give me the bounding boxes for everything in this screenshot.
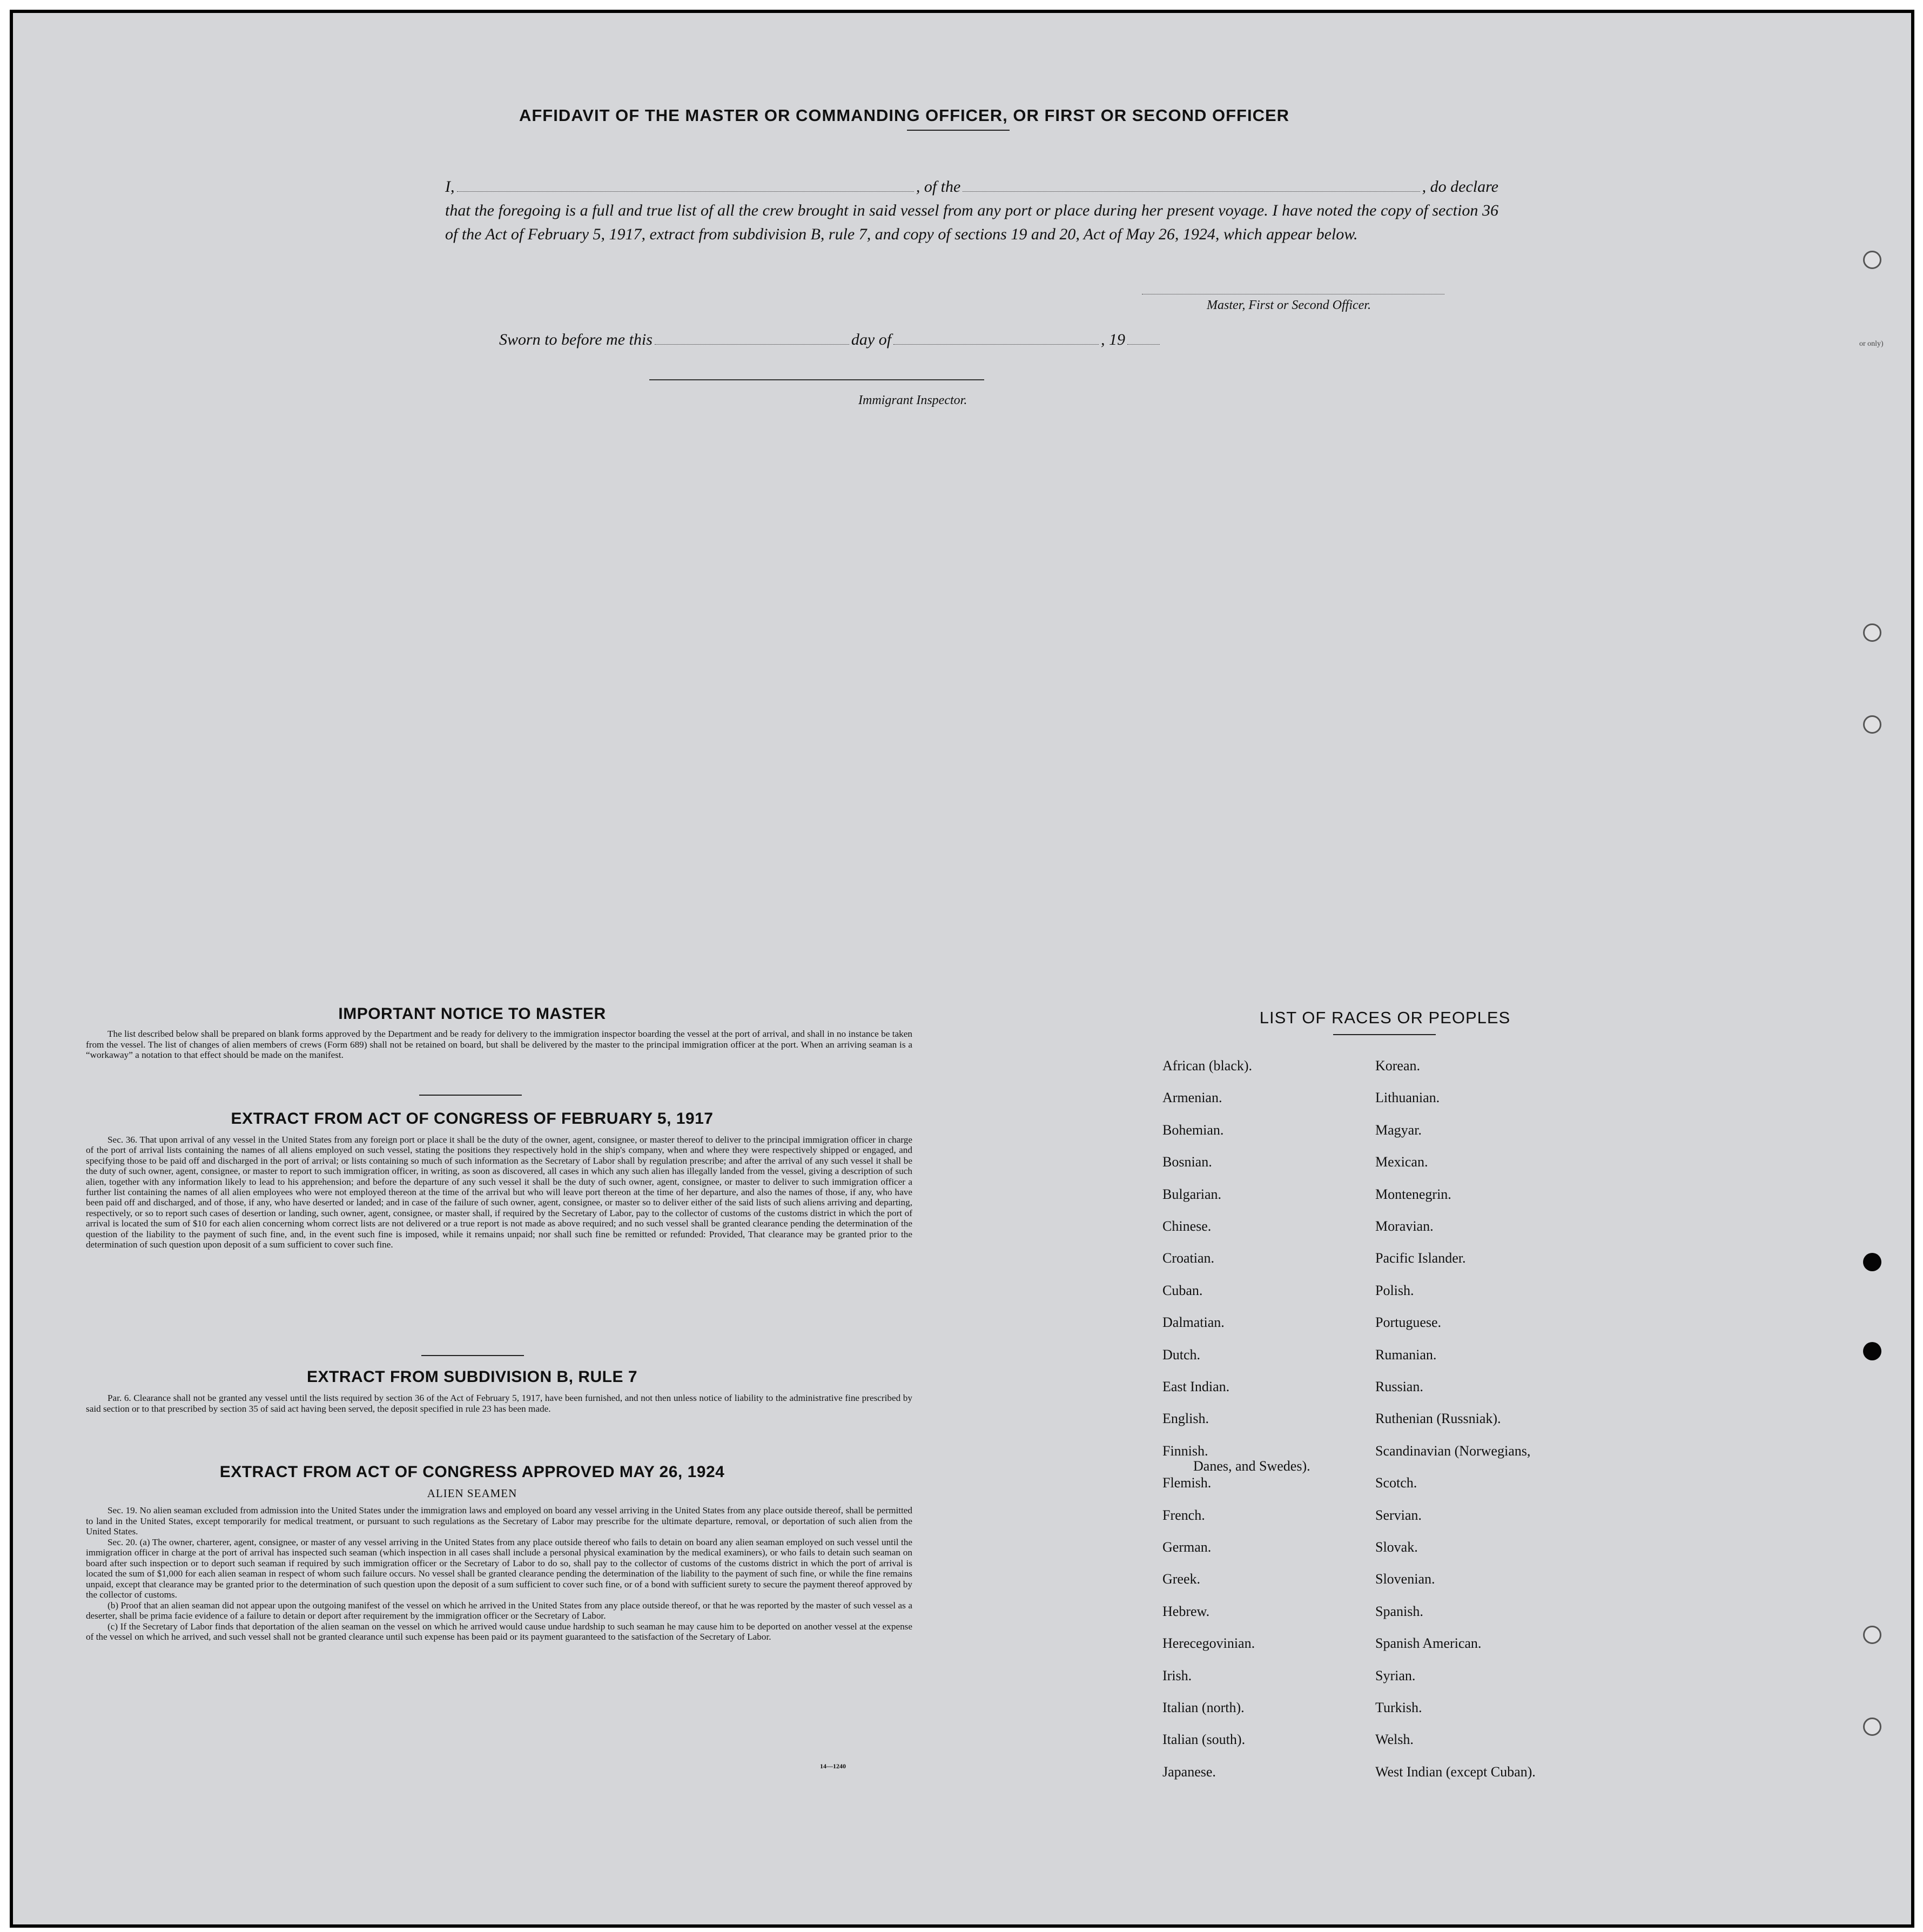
section-20a-paragraph: Sec. 20. (a) The owner, charterer, agent, consignee, or master of any vessel arriving in the United States from any place outside thereof who fails to detain on board any alien seaman employed on such vessel until the immigration officer in charge at the port of arrival has inspected such seaman (which inspection in all cases shall include a personal physical examination by the medical examiners), or who fails to detain such seaman on board after such inspection or to deport such seaman if required by such immigration officer or the Secretary of Labor to do so, shall pay to the collector of customs of the customs district in which the port of arrival is located the sum of $1,000 for each alien seaman in respect of whom such failure occurs. No vessel shall be granted clearance pending the determination of the liability to the payment of such fine, or while the fine remains unpaid, except that clearance may be granted prior to the determination of such question upon the deposit of a sum sufficient to cover such fine, or of a bond with sufficient surety to secure the payment thereof approved by the collector of customs. [86, 1537, 912, 1600]
bleed-through-mark: or only) [1859, 340, 1884, 348]
rule7-text [86, 1393, 912, 1414]
extract-1924-text [86, 1505, 912, 1642]
notice-divider [419, 1095, 522, 1096]
sworn-day-of: day of [851, 331, 892, 348]
race-item: Hebrew. [1162, 1603, 1210, 1619]
notice-paragraph: The list described below shall be prepared on blank forms approved by the Department and be ready for delivery to the immigration inspector boarding the vessel at the port of arrival, and shall in no instance be taken from the vessel. The list of changes of alien members of crews (Form 689) shall not be retained on board, but shall be delivered by the master to the principal immigration officer at the port. When an arriving seaman is a “workaway” a notation to that effect should be made on the manifest. [86, 1029, 912, 1060]
punch-hole [1863, 1342, 1881, 1360]
race-item: French. [1162, 1507, 1205, 1523]
race-item: Armenian. [1162, 1090, 1222, 1106]
race-item: Slovak. [1375, 1539, 1418, 1555]
race-item: Japanese. [1162, 1763, 1216, 1780]
race-item: Servian. [1375, 1507, 1422, 1523]
notice-text [86, 1029, 912, 1061]
race-item: Moravian. [1375, 1218, 1434, 1234]
sworn-line [499, 331, 1255, 349]
affidavit-of-the: , of the [916, 178, 961, 196]
race-item: Irish. [1162, 1667, 1192, 1683]
race-item: Chinese. [1162, 1218, 1212, 1234]
rule7-paragraph: Par. 6. Clearance shall not be granted any vessel until the lists required by section 36 of the Act of February 5, 1917, have been furnished, and not then unless notice of liability to the administrative fine prescribed by said section or to that prescribed by section 35 of said act having been served, the deposit specified in rule 23 has been made. [86, 1393, 912, 1414]
race-item: Montenegrin. [1375, 1186, 1451, 1202]
race-item: Herecegovinian. [1162, 1635, 1255, 1652]
inspector-caption: Immigrant Inspector. [858, 393, 967, 407]
race-item: Scandinavian (Norwegians, [1375, 1443, 1531, 1459]
extract-1917-divider [421, 1355, 524, 1356]
race-item: Finnish. [1162, 1443, 1208, 1459]
extract-1924-title: EXTRACT FROM ACT OF CONGRESS APPROVED MAY 26, 1924 [219, 1463, 725, 1481]
extract-1917-title: EXTRACT FROM ACT OF CONGRESS OF FEBRUARY 5, 1917 [231, 1110, 714, 1128]
race-item: English. [1162, 1411, 1209, 1427]
race-item: Bulgarian. [1162, 1186, 1222, 1202]
race-item: East Indian. [1162, 1379, 1230, 1394]
race-item: Italian (north). [1162, 1700, 1245, 1715]
race-item: Greek. [1162, 1571, 1201, 1587]
race-item: Danes, and Swedes). [1193, 1458, 1310, 1474]
race-item: Ruthenian (Russniak). [1375, 1411, 1501, 1427]
race-item: Croatian. [1162, 1250, 1215, 1266]
race-item: African (black). [1162, 1058, 1253, 1074]
race-item: Slovenian. [1375, 1571, 1435, 1587]
race-item: Spanish American. [1375, 1635, 1482, 1652]
alien-seamen-subtitle: ALIEN SEAMEN [427, 1487, 517, 1500]
affidavit-text-block [445, 175, 1498, 246]
notice-title: IMPORTANT NOTICE TO MASTER [338, 1005, 606, 1023]
race-item: Bosnian. [1162, 1154, 1212, 1170]
races-title: LIST OF RACES OR PEOPLES [1259, 1008, 1511, 1027]
punch-hole [1863, 251, 1881, 269]
sworn-prefix: Sworn to before me this [499, 331, 653, 348]
section-36-paragraph: Sec. 36. That upon arrival of any vessel in the United States from any foreign port or place it shall be the duty of the owner, agent, consignee, or master thereof to deliver to the principal immigration officer in charge of the port of arrival lists containing the names of all aliens employed on such vessel, stating the positions they respectively hold in the ship's company, when and where they were respectively shipped or engaged, and specifying those to be paid off and discharged in the port of arrival; or lists containing so much of such information as the Secretary of Labor shall by regulation prescribe; and after the arrival of any such vessel it shall be the duty of such owner, agent, consignee, or master to report to such immigration officer, in writing, as soon as discovered, all cases in which any such alien has illegally landed from the vessel, giving a description of such alien, together with any information likely to lead to his apprehension; and before the departure of any such vessel it shall be the duty of such owner, agent, consignee, or master to deliver to such immigration officer a further list containing the names of all alien employees who were not employed thereon at the time of the arrival but who will leave port thereon at the time of her departure, and also the names of those, if any, who have been paid off and discharged, and of those, if any, who have deserted or landed; and in case of the failure of such owner, agent, consignee, or master so to deliver either of the said lists of such aliens arriving and departing, respectively, or so to report such cases of desertion or landing, such owner, agent, consignee, or master shall, if required by the Secretary of Labor, pay to the collector of customs of the customs district in which the port of arrival is located the sum of $10 for each alien concerning whom correct lists are not delivered or a true report is not made as above required; and no such vessel shall be granted clearance pending the determination of the question of the liability to the payment of such fine, and, in the event such fine is imposed, while it remains unpaid; nor shall such fine be remitted or refunded: Provided, That clearance may be granted prior to the determination of such question upon deposit of a sum sufficient to cover such fine. [86, 1135, 912, 1250]
race-item: Scotch. [1375, 1475, 1417, 1491]
document-page [10, 10, 1914, 1928]
punch-hole [1863, 623, 1881, 642]
sworn-year-blank[interactable] [1127, 332, 1160, 345]
race-item: Russian. [1375, 1379, 1423, 1394]
race-item: Portuguese. [1375, 1314, 1442, 1331]
race-item: Flemish. [1162, 1475, 1212, 1491]
name-blank[interactable] [457, 178, 914, 192]
affidavit-do-declare: , do declare [1422, 178, 1498, 196]
race-item: Dutch. [1162, 1346, 1201, 1363]
punch-hole [1863, 1253, 1881, 1271]
race-item: Polish. [1375, 1282, 1414, 1298]
section-20b-paragraph: (b) Proof that an alien seaman did not appear upon the outgoing manifest of the vessel on which he arrived in the United States from any place outside thereof, or that he was reported by the master of such vessel as a deserter, shall be prima facie evidence of a failure to detain or deport after requirement by the immigration officer or the Secretary of Labor. [86, 1600, 912, 1621]
race-item: Syrian. [1375, 1667, 1416, 1683]
rule7-title: EXTRACT FROM SUBDIVISION B, RULE 7 [306, 1368, 638, 1386]
section-19-paragraph: Sec. 19. No alien seaman excluded from admission into the United States under the immigration laws and employed on board any vessel arriving in the United States from any place outside thereof, shall be permitted to land in the United States, except temporarily for medical treatment, or pursuant to such regulations as the Secretary of Labor may prescribe for the ultimate departure, removal, or deportation of such alien from the United States. [86, 1505, 912, 1537]
punch-hole [1863, 715, 1881, 734]
race-item: Rumanian. [1375, 1346, 1437, 1363]
race-item: Welsh. [1375, 1732, 1414, 1748]
form-number: 14—1240 [820, 1762, 846, 1770]
race-item: Turkish. [1375, 1700, 1422, 1715]
affidavit-title: AFFIDAVIT OF THE MASTER OR COMMANDING OFFICER, OR FIRST OR SECOND OFFICER [519, 106, 1290, 125]
sworn-year: , 19 [1101, 331, 1126, 348]
affidavit-i: I, [445, 178, 455, 196]
race-item: Bohemian. [1162, 1122, 1224, 1138]
race-item: Lithuanian. [1375, 1090, 1440, 1106]
affidavit-body: that the foregoing is a full and true list of all the crew brought in said vessel from any port or place during her present voyage. I have noted the copy of section 36 of the Act of February 5, 1917, extract from subdivision B, rule 7, and copy of sections 19 and 20, Act of May 26, 1924, which appear below. [445, 202, 1498, 243]
race-item: Pacific Islander. [1375, 1250, 1466, 1266]
section-20c-paragraph: (c) If the Secretary of Labor finds that deportation of the alien seaman on the vessel on which he arrived would cause undue hardship to such seaman he may cause him to be deported on another vessel at the expense of the vessel on which he arrived, and such vessel shall not be granted clearance until such expense has been paid or its payment guaranteed to the satisfaction of the Secretary of Labor. [86, 1621, 912, 1642]
race-item: Italian (south). [1162, 1732, 1246, 1748]
punch-hole [1863, 1626, 1881, 1644]
sworn-month-blank[interactable] [893, 332, 1099, 345]
vessel-blank[interactable] [963, 178, 1420, 192]
race-item: Cuban. [1162, 1282, 1203, 1298]
race-item: Korean. [1375, 1058, 1421, 1074]
race-item: Mexican. [1375, 1154, 1428, 1170]
race-item: West Indian (except Cuban). [1375, 1763, 1536, 1780]
inspector-signature-line[interactable] [649, 379, 984, 380]
title-divider [907, 130, 1010, 131]
sworn-date-blank[interactable] [655, 332, 849, 345]
race-item: Spanish. [1375, 1603, 1423, 1619]
races-divider [1333, 1034, 1436, 1035]
extract-1917-text [86, 1135, 912, 1250]
punch-hole [1863, 1718, 1881, 1736]
race-item: Magyar. [1375, 1122, 1422, 1138]
affidavit-declaration-line [445, 175, 1498, 199]
race-item: German. [1162, 1539, 1212, 1555]
race-item: Dalmatian. [1162, 1314, 1225, 1331]
master-signature-caption: Master, First or Second Officer. [1207, 298, 1371, 312]
